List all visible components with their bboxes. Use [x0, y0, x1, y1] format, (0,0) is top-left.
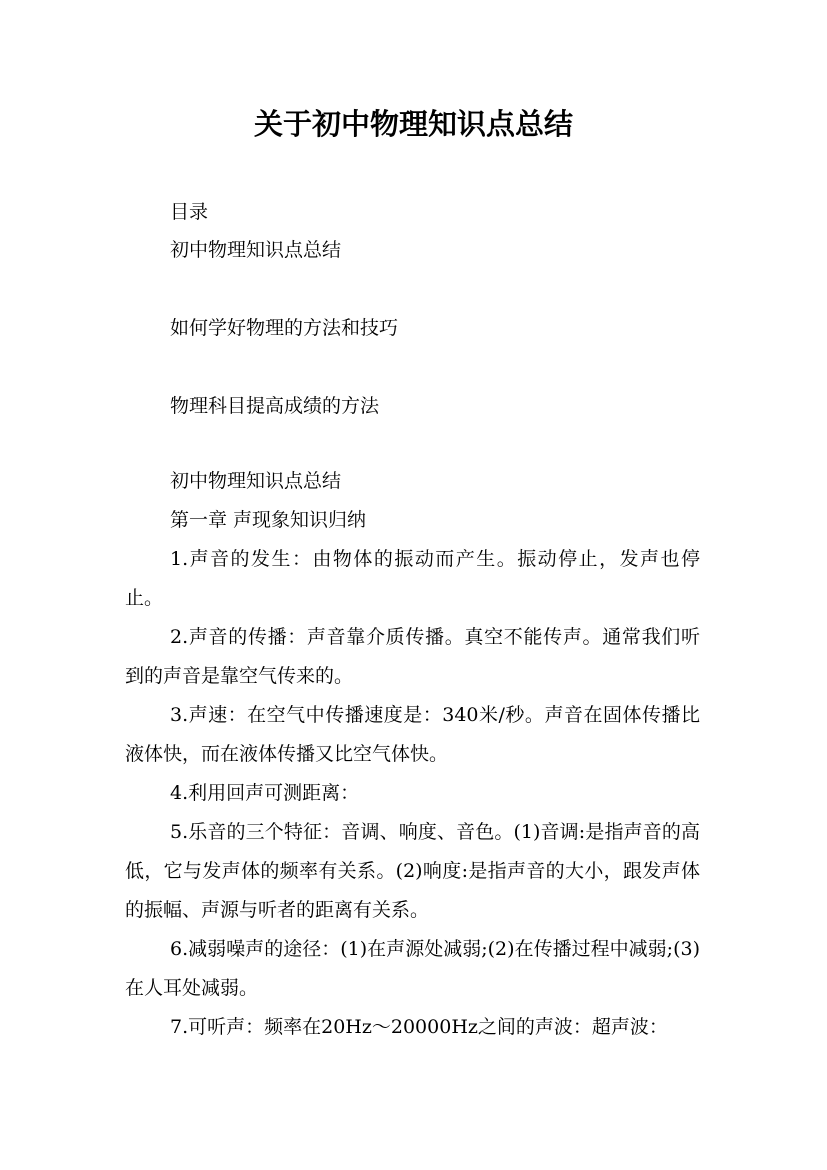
- document-title: 关于初中物理知识点总结: [253, 107, 573, 141]
- toc-item-2: 如何学好物理的方法和技巧: [170, 317, 399, 339]
- chapter-title: 第一章 声现象知识归纳: [170, 509, 367, 531]
- toc-item-1: 初中物理知识点总结: [170, 239, 342, 261]
- paragraph-6: 6.减弱噪声的途径：(1)在声源处减弱;(2)在传播过程中减弱;(3)在人耳处减弱。: [125, 938, 700, 999]
- toc-item-3: 物理科目提高成绩的方法: [170, 395, 380, 417]
- section-title: 初中物理知识点总结: [170, 470, 342, 492]
- paragraph-5: 5.乐音的三个特征：音调、响度、音色。(1)音调:是指声音的高低，它与发声体的频率有关系。(2)响度:是指声音的大小，跟发声体的振幅、声源与听者的距离有关系。: [125, 821, 700, 921]
- paragraph-4: 4.利用回声可测距离：: [170, 782, 360, 804]
- paragraph-3: 3.声速：在空气中传播速度是：340米/秒。声音在固体传播比液体快，而在液体传播又比空气体快。: [125, 704, 700, 765]
- document-body: [125, 462, 700, 1047]
- paragraph-2: 2.声音的传播：声音靠介质传播。真空不能传声。通常我们听到的声音是靠空气传来的。: [125, 626, 700, 687]
- toc-heading: 目录: [170, 201, 209, 223]
- paragraph-7: 7.可听声：频率在20Hz～20000Hz之间的声波：超声波：: [170, 1016, 668, 1038]
- paragraph-1: 1.声音的发生：由物体的振动而产生。振动停止，发声也停止。: [125, 548, 700, 609]
